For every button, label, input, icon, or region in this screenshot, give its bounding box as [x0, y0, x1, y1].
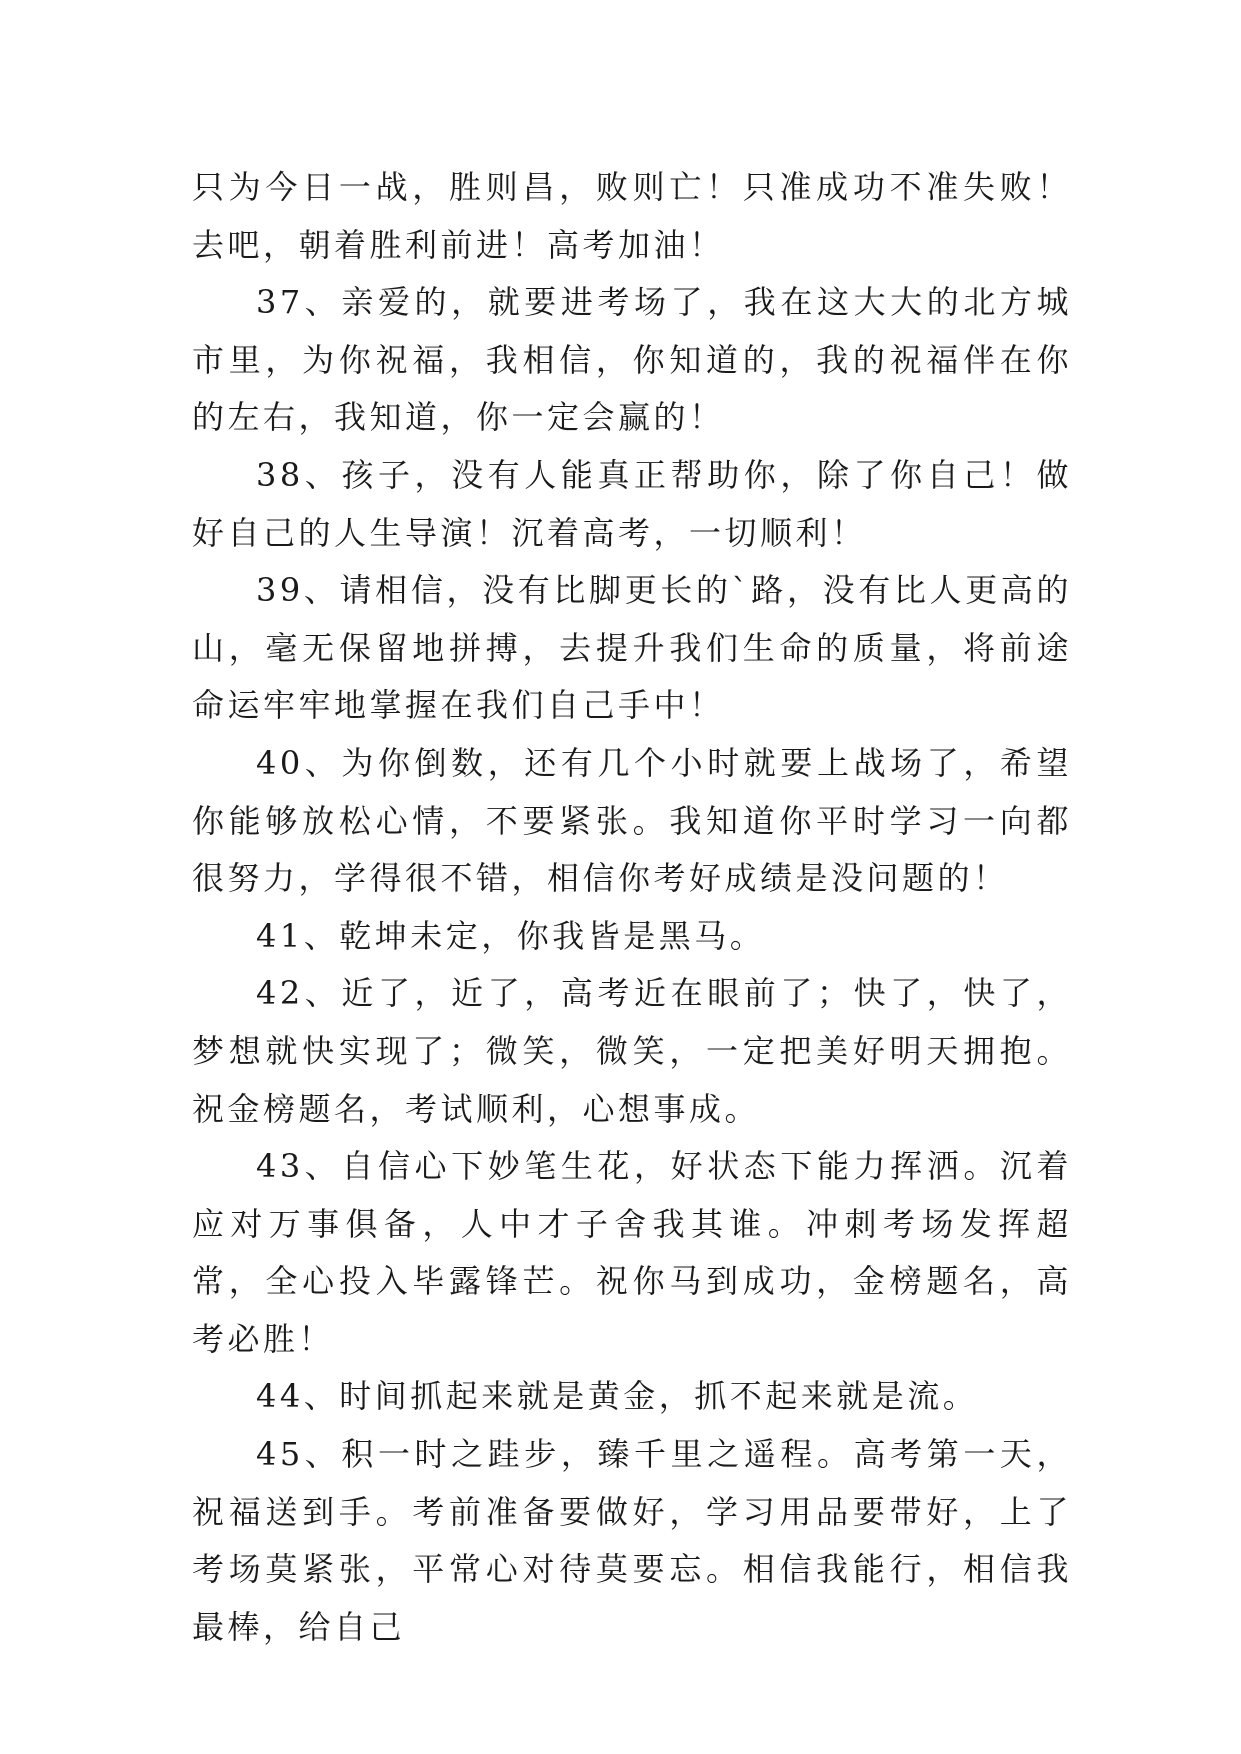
paragraph-39: 39、请相信，没有比脚更长的`路，没有比人更高的山，毫无保留地拼搏，去提升我们生命的质量，将前途命运牢牢地掌握在我们自己手中！ — [192, 571, 1072, 725]
paragraph-37: 37、亲爱的，就要进考场了，我在这大大的北方城市里，为你祝福，我相信，你知道的，我的祝福伴在你的左右，我知道，你一定会赢的！ — [192, 283, 1072, 437]
paragraph-41: 41、乾坤未定，你我皆是黑马。 — [256, 916, 766, 955]
paragraph-36-continuation: 只为今日一战，胜则昌，败则亡！只准成功不准失败！去吧，朝着胜利前进！高考加油！ — [192, 168, 1072, 264]
paragraph-40: 40、为你倒数，还有几个小时就要上战场了，希望你能够放松心情，不要紧张。我知道你平时学习一向都很努力，学得很不错，相信你考好成绩是没问题的！ — [192, 743, 1072, 898]
paragraph-45: 45、积一时之跬步，臻千里之遥程。高考第一天，祝福送到手。考前准备要做好，学习用品要带好，上了考场莫紧张，平常心对待莫要忘。相信我能行，相信我最棒，给自己 — [192, 1435, 1072, 1646]
paragraph-42: 42、近了，近了，高考近在眼前了；快了，快了，梦想就快实现了；微笑，微笑，一定把美好明天拥抱。祝金榜题名，考试顺利，心想事成。 — [192, 974, 1072, 1128]
paragraph-43: 43、自信心下妙笔生花，好状态下能力挥洒。沉着应对万事俱备，人中才子舍我其谁。冲刺考场发挥超常，全心投入毕露锋芒。祝你马到成功，金榜题名，高考必胜！ — [192, 1147, 1072, 1358]
paragraph-44: 44、时间抓起来就是黄金，抓不起来就是流。 — [256, 1377, 979, 1416]
paragraph-38: 38、孩子，没有人能真正帮助你，除了你自己！做好自己的人生导演！沉着高考，一切顺利！ — [192, 455, 1072, 552]
document-body — [192, 159, 1072, 1656]
